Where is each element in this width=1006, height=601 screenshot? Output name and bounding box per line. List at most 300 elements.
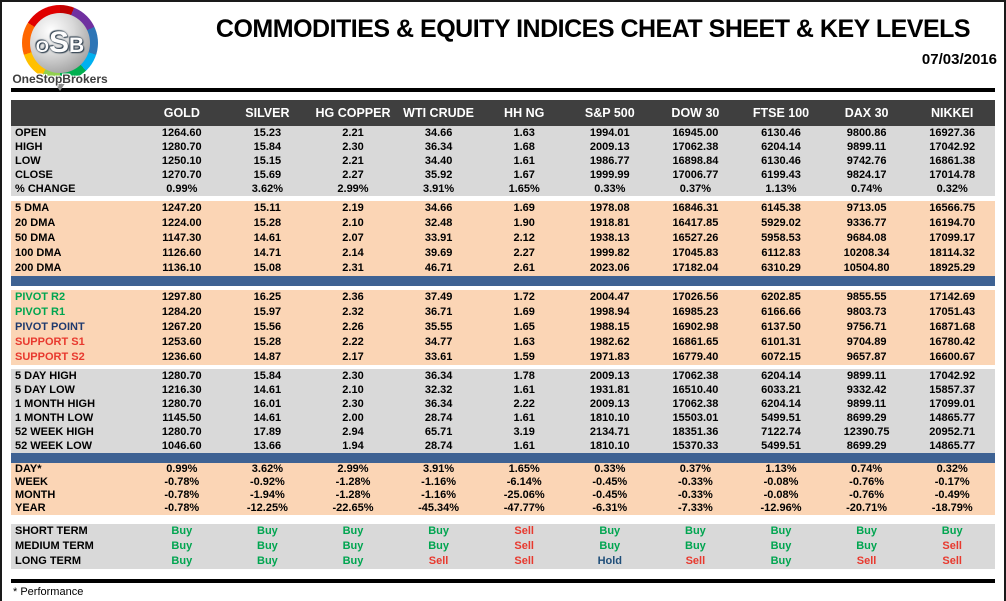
value-cell: -1.16% [421,476,457,488]
table-row [11,489,995,502]
row-label: PIVOT POINT [15,321,85,333]
value-cell: 0.74% [850,182,883,195]
value-cell: 1136.10 [162,262,202,274]
value-cell: 9803.73 [846,306,887,318]
value-cell: 2004.47 [589,291,630,303]
value-cell: 2.22 [513,397,535,410]
value-cell: 16861.65 [672,336,719,348]
page-title: COMMODITIES & EQUITY INDICES CHEAT SHEET & KEY LEVELS [215,15,971,43]
value-cell: 0.37% [679,182,711,195]
value-cell: 1297.80 [161,291,202,303]
row-label: MEDIUM TERM [15,540,94,552]
value-cell: -0.33% [677,476,713,488]
signal-cell: Buy [257,540,278,552]
signal-cell: Buy [685,540,706,552]
row-label: 50 DMA [15,232,56,244]
row-label: 1 MONTH HIGH [15,397,96,410]
value-cell: 15.15 [253,154,282,167]
value-cell: 17142.69 [929,291,976,303]
value-cell: 36.34 [424,397,453,410]
value-cell: 15.84 [253,140,282,153]
value-cell: 16779.40 [672,351,719,363]
signal-cell: Sell [942,555,962,567]
table-row [11,439,995,453]
value-cell: 1.61 [513,439,535,452]
value-cell: 2.26 [342,321,364,333]
column-header: FTSE 100 [752,106,810,120]
row-label: LOW [15,154,41,167]
value-cell: 17042.92 [929,369,976,382]
row-label: 1 MONTH LOW [15,411,94,424]
value-cell: 6130.46 [761,154,801,167]
value-cell: 1.68 [513,140,535,153]
value-cell: 16417.85 [672,217,719,229]
table-header-row [11,100,995,126]
value-cell: 1280.70 [161,425,202,438]
value-cell: 17042.92 [929,140,976,153]
value-cell: 3.91% [422,182,455,195]
section-moving-averages [11,201,995,276]
value-cell: 1280.70 [161,397,202,410]
value-cell: 9756.71 [846,321,887,333]
value-cell: 16945.00 [672,126,719,139]
row-label: LONG TERM [15,555,81,567]
value-cell: 1.63 [513,336,535,348]
value-cell: -45.34% [418,502,460,514]
value-cell: 15857.37 [929,383,976,396]
signal-cell: Buy [856,540,877,552]
value-cell: -20.71% [846,502,888,514]
title-area [152,2,1004,88]
value-cell: 1986.77 [589,154,630,167]
table-row [11,383,995,397]
value-cell: -12.96% [760,502,802,514]
value-cell: 1.59 [513,351,535,363]
value-cell: 2023.06 [589,262,630,274]
row-label: PIVOT R1 [15,306,66,318]
value-cell: 35.55 [424,321,453,333]
table-row [11,554,995,569]
value-cell: 1918.81 [589,217,630,229]
value-cell: 6072.15 [761,351,801,363]
value-cell: -25.06% [503,489,545,501]
value-cell: 16194.70 [929,217,976,229]
section-daily-quotes [11,126,995,196]
value-cell: 1280.70 [161,140,202,153]
value-cell: -0.33% [677,489,713,501]
value-cell: 34.77 [424,336,453,348]
value-cell: 16.25 [253,291,282,303]
value-cell: 15503.01 [672,411,719,424]
value-cell: 9855.55 [846,291,887,303]
table-row [11,524,995,539]
value-cell: 10208.34 [843,247,890,259]
value-cell: 2134.71 [589,425,630,438]
value-cell: 2.32 [342,306,364,318]
value-cell: -0.08% [763,489,799,501]
value-cell: 2.19 [342,202,364,214]
table-row [11,397,995,411]
value-cell: 6112.83 [761,247,801,259]
value-cell: 9713.05 [846,202,887,214]
table-row [11,201,995,216]
value-cell: 16871.68 [929,321,976,333]
value-cell: 17062.38 [672,397,719,410]
signal-cell: Buy [856,525,877,537]
value-cell: 16898.84 [672,154,719,167]
value-cell: 1253.60 [161,336,202,348]
table-row [11,463,995,476]
value-cell: 65.71 [424,425,453,438]
signal-cell: Buy [770,525,792,537]
section-signals [11,524,995,569]
value-cell: 9899.11 [847,140,887,153]
value-cell: 14.87 [253,351,282,363]
table-row [11,425,995,439]
value-cell: 2.99% [337,182,369,195]
value-cell: 1.13% [765,182,797,195]
value-cell: 16985.23 [672,306,719,318]
signal-cell: Buy [685,525,706,537]
row-label: 20 DMA [15,217,56,229]
value-cell: 13.66 [253,439,282,452]
value-cell: 2.12 [513,232,535,244]
value-cell: 1264.60 [161,126,202,139]
row-label: % CHANGE [15,182,76,195]
value-cell: 16600.67 [929,351,976,363]
value-cell: 28.74 [424,411,453,424]
signal-cell: Buy [171,540,193,552]
value-cell: 17026.56 [672,291,719,303]
value-cell: 15.23 [253,126,282,139]
value-cell: 6137.50 [761,321,801,333]
value-cell: 1.61 [513,383,535,396]
value-cell: 2.30 [342,397,364,410]
value-cell: 1.67 [513,168,535,181]
value-cell: 5929.02 [761,217,801,229]
column-header: HH NG [504,106,545,120]
value-cell: 2.27 [342,168,364,181]
value-cell: 18351.36 [672,425,719,438]
row-label: SUPPORT S1 [15,336,85,348]
table-row [11,305,995,320]
value-cell: 2.61 [513,262,535,274]
section-divider-bar [11,453,995,463]
value-cell: -6.31% [592,502,628,514]
signal-cell: Buy [257,555,278,567]
value-cell: 9800.86 [846,126,887,139]
table-row [11,320,995,335]
value-cell: 32.32 [424,383,453,396]
value-cell: 1.63 [513,126,535,139]
value-cell: 16566.75 [929,202,976,214]
value-cell: 2.07 [342,232,364,244]
value-cell: 2.22 [342,336,364,348]
value-cell: 14865.77 [929,411,976,424]
value-cell: 1.65% [508,463,540,475]
table-body [11,126,995,569]
signal-cell: Sell [942,540,962,552]
table-row [11,246,995,261]
value-cell: 9684.08 [846,232,887,244]
value-cell: 2.00 [342,411,364,424]
value-cell: 1267.20 [161,321,202,333]
row-label: SUPPORT S2 [15,351,85,363]
value-cell: 17014.78 [929,168,976,181]
value-cell: 0.37% [679,463,711,475]
value-cell: 2.99% [337,463,369,475]
value-cell: -0.45% [592,476,628,488]
value-cell: 2009.13 [589,140,630,153]
column-header: HG COPPER [315,106,391,120]
value-cell: 14.71 [253,247,282,259]
value-cell: 17062.38 [672,369,719,382]
value-cell: 6101.31 [761,336,801,348]
value-cell: 6199.43 [761,168,801,181]
value-cell: 9336.77 [846,217,887,229]
value-cell: 33.91 [424,232,453,244]
value-cell: -1.28% [335,476,371,488]
row-label: 52 WEEK HIGH [15,425,94,438]
value-cell: -0.17% [934,476,970,488]
report-date: 07/03/2016 [921,51,997,68]
table-row [11,411,995,425]
value-cell: 15.56 [253,321,282,333]
value-cell: 6145.38 [761,202,801,214]
value-cell: 2.14 [342,247,364,259]
table-row [11,539,995,554]
table-row [11,231,995,246]
value-cell: 15.97 [253,306,282,318]
value-cell: 1236.60 [161,351,202,363]
value-cell: 1126.60 [162,247,202,259]
value-cell: 1994.01 [589,126,630,139]
signal-cell: Buy [171,555,193,567]
table-row [11,154,995,168]
value-cell: 1145.50 [162,411,202,424]
signal-cell: Buy [428,540,449,552]
value-cell: -0.92% [249,476,285,488]
value-cell: 0.33% [594,463,626,475]
table-row [11,502,995,515]
value-cell: -7.33% [677,502,713,514]
value-cell: 17051.43 [929,306,976,318]
value-cell: 39.69 [424,247,453,259]
value-cell: -0.45% [592,489,628,501]
value-cell: 1.69 [513,202,535,214]
value-cell: 1216.30 [161,383,202,396]
value-cell: 1.61 [513,411,535,424]
value-cell: 0.32% [936,463,968,475]
value-cell: 34.66 [424,126,453,139]
value-cell: 6310.29 [761,262,801,274]
value-cell: 1270.70 [161,168,202,181]
value-cell: 18114.32 [929,247,975,259]
value-cell: 1810.10 [589,411,630,424]
row-label: HIGH [15,140,43,153]
row-label: OPEN [15,126,47,139]
value-cell: 1.72 [513,291,535,303]
column-header: DAX 30 [844,106,889,120]
value-cell: 1971.83 [589,351,630,363]
value-cell: 8699.29 [846,439,887,452]
value-cell: -47.77% [503,502,545,514]
value-cell: 2.21 [342,126,364,139]
value-cell: 3.62% [251,463,283,475]
value-cell: 16927.36 [929,126,976,139]
value-cell: 9704.89 [846,336,887,348]
value-cell: -0.49% [934,489,970,501]
value-cell: 1280.70 [161,369,202,382]
section-gap [11,515,995,524]
column-header: SILVER [245,106,290,120]
value-cell: 1.13% [765,463,797,475]
performance-footnote: * Performance [13,586,84,598]
header [2,2,1004,88]
value-cell: 5958.53 [761,232,801,244]
table-row [11,369,995,383]
table-row [11,350,995,365]
section-ranges [11,369,995,453]
signal-cell: Sell [856,555,877,567]
value-cell: 32.48 [424,217,453,229]
signal-cell: Buy [599,540,621,552]
signal-cell: Buy [941,525,963,537]
section-pivots [11,290,995,365]
signal-cell: Buy [770,555,792,567]
onestopbrokers-logo [2,2,152,88]
value-cell: 0.74% [850,463,883,475]
value-cell: 10504.80 [843,262,890,274]
table-row [11,290,995,305]
value-cell: 1.65 [513,321,535,333]
value-cell: 1810.10 [589,439,630,452]
value-cell: -6.14% [506,476,542,488]
value-cell: 2.21 [342,154,364,167]
value-cell: 20952.71 [929,425,976,438]
value-cell: 17182.04 [672,262,719,274]
table-row [11,335,995,350]
signal-cell: Sell [428,555,449,567]
value-cell: 37.49 [424,291,453,303]
column-header: DOW 30 [671,106,720,120]
value-cell: 2009.13 [589,369,630,382]
value-cell: 1999.82 [589,247,630,259]
value-cell: 6033.21 [761,383,801,396]
value-cell: -0.08% [763,476,799,488]
value-cell: 1999.99 [589,168,630,181]
value-cell: 46.71 [424,262,453,274]
value-cell: 1.90 [513,217,535,229]
value-cell: 14.61 [253,383,282,396]
value-cell: 16861.38 [929,154,976,167]
row-label: 5 DAY LOW [15,383,75,396]
value-cell: 5499.51 [761,439,801,452]
value-cell: 9742.76 [846,154,887,167]
value-cell: 36.71 [424,306,453,318]
value-cell: 15.11 [253,202,281,214]
value-cell: 1.78 [513,369,535,382]
value-cell: 14.61 [253,232,282,244]
section-performance [11,463,995,515]
signal-cell: Buy [342,540,364,552]
signal-cell: Buy [342,555,364,567]
value-cell: 9657.87 [846,351,887,363]
value-cell: 36.34 [424,369,453,382]
value-cell: 1046.60 [161,439,202,452]
column-header: NIKKEI [931,106,974,120]
value-cell: 16846.31 [672,202,719,214]
value-cell: 9824.17 [846,168,887,181]
value-cell: 2.94 [342,425,364,438]
value-cell: 6204.14 [761,369,801,382]
logo-inner-circle [30,13,90,73]
row-label: DAY* [15,463,42,475]
signal-cell: Buy [257,525,278,537]
value-cell: 15370.33 [672,439,719,452]
value-cell: 6202.85 [761,291,801,303]
value-cell: 15.08 [253,262,282,274]
value-cell: 1.94 [342,439,364,452]
logo-brand-name: OneStopBrokers [12,72,108,86]
value-cell: 2.30 [342,140,364,153]
value-cell: 2.10 [342,217,364,229]
value-cell: -0.78% [164,476,200,488]
value-cell: 3.62% [251,182,283,195]
value-cell: 1998.94 [589,306,630,318]
value-cell: -0.78% [164,502,200,514]
value-cell: 17006.77 [672,168,719,181]
value-cell: 33.61 [424,351,453,363]
value-cell: 17062.38 [672,140,719,153]
value-cell: 2.36 [342,291,364,303]
value-cell: 0.99% [166,182,198,195]
value-cell: 3.91% [422,463,455,475]
signal-cell: Buy [428,525,449,537]
section-divider-bar [11,276,995,286]
signal-cell: Buy [342,525,364,537]
value-cell: 14.61 [253,411,282,424]
value-cell: -0.78% [164,489,200,501]
value-cell: 14865.77 [929,439,976,452]
value-cell: 17099.17 [929,232,976,244]
value-cell: 9899.11 [847,397,887,410]
row-label: 5 DAY HIGH [15,369,77,382]
row-label: 5 DMA [15,202,50,214]
logo-monogram: OSB [35,26,85,59]
signal-cell: Buy [599,525,621,537]
row-label: PIVOT R2 [15,291,66,303]
value-cell: 15.28 [253,336,282,348]
column-header: WTI CRUDE [403,106,474,120]
value-cell: 17099.01 [929,397,976,410]
table-row [11,168,995,182]
value-cell: 35.92 [424,168,453,181]
logo-color-ring [22,5,98,81]
signal-cell: Buy [770,540,792,552]
value-cell: 2.10 [342,383,364,396]
value-cell: 0.99% [166,463,198,475]
value-cell: -12.25% [246,502,288,514]
cheat-sheet-table [11,100,995,569]
logo-pin-icon [18,5,102,81]
value-cell: 1247.20 [161,202,202,214]
value-cell: -1.94% [249,489,285,501]
value-cell: 17.89 [253,425,282,438]
table-row [11,140,995,154]
value-cell: 18925.29 [929,262,976,274]
value-cell: -1.28% [335,489,371,501]
